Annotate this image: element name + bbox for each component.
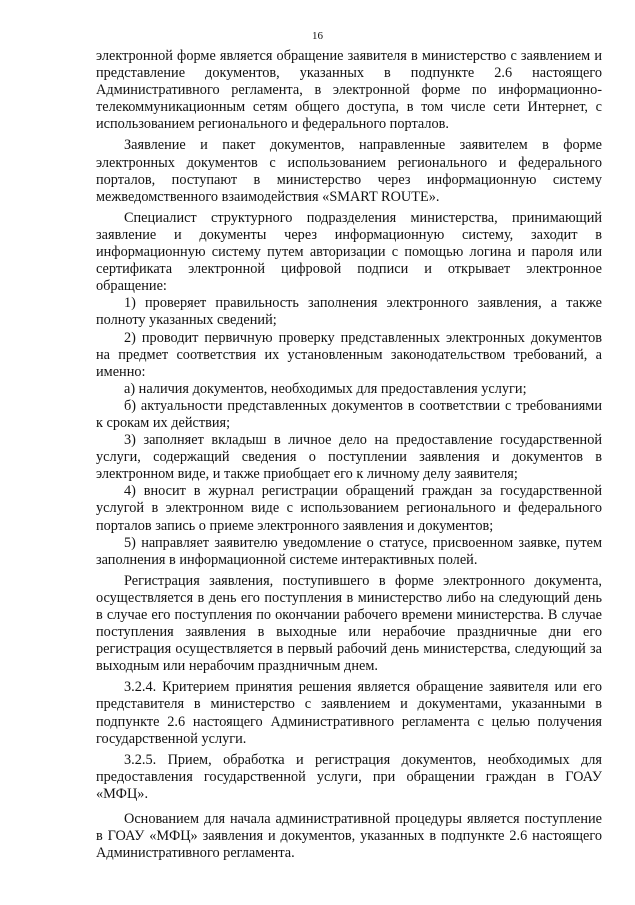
page-number: 16 (312, 30, 323, 42)
list-item-3: 3) заполняет вкладыш в личное дело на предоставление государственной услуги, содержащий сведения о поступлении заявления и документов в электронном виде, и также приобщает его к личному делу заявителя; (96, 432, 602, 483)
paragraph-registration: Регистрация заявления, поступившего в форме электронного документа, осуществляется в день его поступления в министерство либо на следующий день в случае его поступления по окончании рабочего времени министерства. В случае поступления заявления в выходные или нерабочие праздничные дни его регистрация осуществляется в первый рабочий день министерства, следующий за выходным или нерабочим праздничным днем. (96, 572, 602, 675)
list-item-2a: а) наличия документов, необходимых для предоставления услуги; (124, 380, 527, 397)
paragraph-basis: Основанием для начала административной процедуры является поступление в ГОАУ «МФЦ» заявления и документов, указанных в подпункте 2.6 настоящего Административного регламента. (96, 811, 602, 862)
paragraph-electronic-form: электронной форме является обращение заявителя в министерство с заявлением и представление документов, указанных в подпункте 2.6 настоящего Административного регламента, в электронной форме по информационно-телекоммуникационным сетям общего доступа, в том числе сети Интернет, с использованием регионального и федерального порталов. (96, 48, 602, 133)
paragraph-section-3-2-5: 3.2.5. Прием, обработка и регистрация документов, необходимых для предоставления государственной услуги, при обращении граждан в ГОАУ «МФЦ». (96, 751, 602, 802)
list-item-2: 2) проводит первичную проверку представленных электронных документов на предмет соответствия их установленным законодательством требований, а именно: (96, 329, 602, 380)
list-item-5: 5) направляет заявителю уведомление о статусе, присвоенном заявке, путем заполнения в информационной системе интерактивных полей. (96, 534, 602, 568)
list-item-4: 4) вносит в журнал регистрации обращений граждан за государственной услугой в электронном виде с использованием регионального и федерального порталов запись о приеме электронного заявления и документов; (96, 483, 602, 534)
paragraph-section-3-2-4: 3.2.4. Критерием принятия решения является обращение заявителя или его представителя в министерство с заявлением и документами, указанными в подпункте 2.6 настоящего Административного регламента с целью получения государственной услуги. (96, 679, 602, 747)
paragraph-application-package: Заявление и пакет документов, направленные заявителем в форме электронных документов с использованием регионального и федерального порталов, поступают в министерство через информационную систему межведомственного взаимодействия «SMART ROUTE». (96, 137, 602, 205)
list-item-2b: б) актуальности представленных документов в соответствии с требованиями к срокам их действия; (96, 397, 602, 431)
document-body (96, 48, 602, 862)
paragraph-specialist: Специалист структурного подразделения министерства, принимающий заявление и документы через информационную систему, заходит в информационную систему путем авторизации с помощью логина и пароля или сертификата электронной цифровой подписи и открывает электронное обращение: (96, 209, 602, 295)
list-item-1: 1) проверяет правильность заполнения электронного заявления, а также полноту указанных сведений; (96, 295, 602, 329)
